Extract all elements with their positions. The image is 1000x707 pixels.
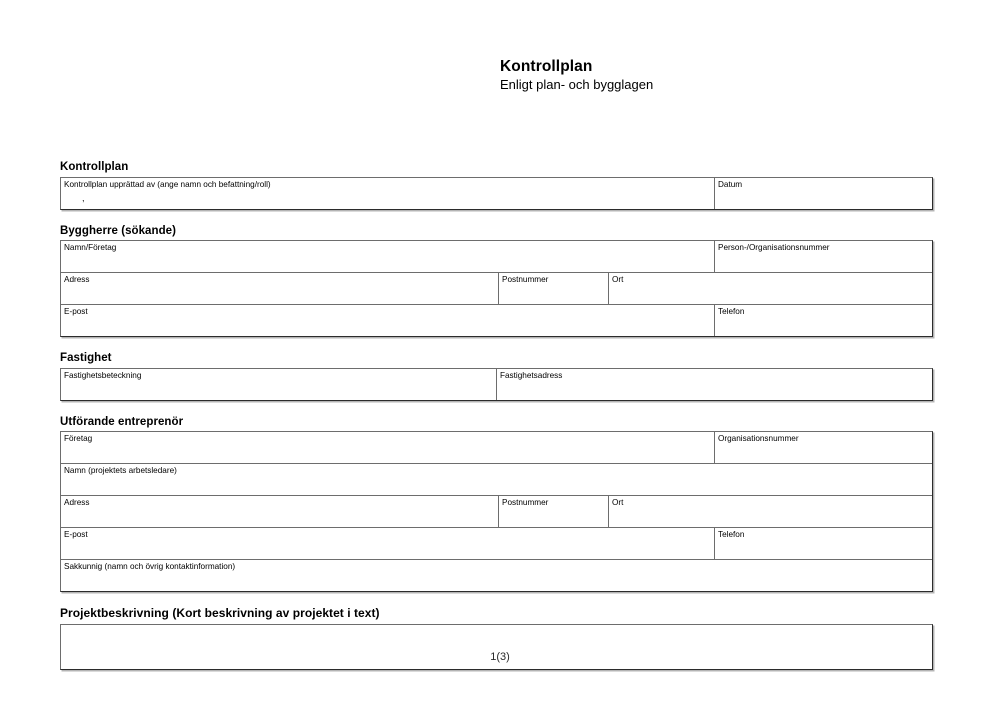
section-byggherre: [60, 224, 933, 338]
document-title: Kontrollplan: [500, 58, 593, 75]
field-entreprenor-postnummer[interactable]: [498, 496, 608, 527]
field-value: [718, 540, 932, 554]
field-entreprenor-epost[interactable]: [61, 528, 714, 559]
field-byggherre-ort[interactable]: [608, 273, 932, 304]
section-heading-projektbeskrivning: Projektbeskrivning (Kort beskrivning av projektet i text): [60, 606, 380, 620]
field-label: Adress: [64, 275, 90, 284]
field-value: [64, 572, 932, 586]
field-value: [718, 444, 932, 458]
section-heading-kontrollplan: Kontrollplan: [60, 161, 129, 173]
table-fastighet: [60, 368, 933, 401]
table-row: [61, 304, 932, 336]
table-row: [61, 432, 932, 463]
field-label: Adress: [64, 498, 90, 507]
table-row: [61, 495, 932, 527]
field-label: Ort: [612, 275, 624, 284]
field-label: Företag: [64, 434, 93, 443]
field-label: Datum: [718, 179, 743, 189]
section-heading-fastighet: Fastighet: [60, 352, 112, 364]
field-value: [718, 253, 932, 267]
field-value: [64, 317, 714, 331]
table-row: [61, 241, 932, 272]
field-value: [64, 444, 714, 458]
section-utforande-entreprenor: [60, 415, 933, 593]
field-value: [500, 381, 932, 395]
field-label: Organisationsnummer: [718, 434, 799, 443]
field-entreprenor-ort[interactable]: [608, 496, 932, 527]
field-value: [64, 508, 498, 522]
field-label: Fastighetsadress: [500, 370, 563, 380]
field-value: [612, 285, 932, 299]
field-value: [718, 317, 932, 331]
field-label: Sakkunnig (namn och övrig kontaktinformation): [64, 562, 236, 571]
field-byggherre-postnummer[interactable]: [498, 273, 608, 304]
section-fastighet: [60, 351, 933, 401]
field-byggherre-namn-foretag[interactable]: [61, 241, 714, 272]
field-fastighetsadress[interactable]: [496, 369, 932, 400]
field-value: [64, 540, 714, 554]
table-row: [61, 527, 932, 559]
section-heading-utforande-entreprenor: Utförande entreprenör: [60, 415, 184, 428]
field-label: Kontrollplan upprättad av (ange namn och befattning/roll): [64, 179, 271, 189]
table-row: [61, 369, 932, 400]
field-kontrollplan-upprattad-av[interactable]: [61, 178, 714, 209]
field-datum[interactable]: [714, 178, 932, 209]
page-indicator: 1(3): [490, 651, 510, 663]
field-label: Telefon: [718, 530, 745, 539]
table-row: [61, 559, 932, 591]
field-byggherre-adress[interactable]: [61, 273, 498, 304]
field-label: Postnummer: [502, 275, 549, 284]
field-entreprenor-adress[interactable]: [61, 496, 498, 527]
document-title-block: [500, 58, 653, 93]
field-entreprenor-telefon[interactable]: [714, 528, 932, 559]
table-kontrollplan: [60, 177, 933, 210]
field-label: Postnummer: [502, 498, 549, 507]
field-label: E-post: [64, 530, 88, 539]
field-label: Telefon: [718, 307, 745, 316]
field-value: [718, 190, 932, 204]
field-entreprenor-organisationsnummer[interactable]: [714, 432, 932, 463]
field-value: [64, 285, 498, 299]
document-subtitle: Enligt plan- och bygglagen: [500, 77, 654, 92]
field-label: Namn (projektets arbetsledare): [64, 466, 177, 475]
field-value: ,: [82, 192, 85, 203]
field-byggherre-epost[interactable]: [61, 305, 714, 336]
field-entreprenor-sakkunnig[interactable]: [61, 560, 932, 591]
table-row: [61, 272, 932, 304]
field-label: Person-/Organisationsnummer: [718, 243, 830, 252]
table-row: [61, 463, 932, 495]
table-row: [61, 178, 932, 209]
field-entreprenor-arbetsledare[interactable]: [61, 464, 932, 495]
table-byggherre: [60, 240, 933, 337]
field-value: [502, 285, 608, 299]
field-value: [64, 476, 932, 490]
table-utforande-entreprenor: [60, 431, 933, 592]
section-kontrollplan: [60, 160, 933, 210]
field-fastighetsbeteckning[interactable]: [61, 369, 496, 400]
field-label: E-post: [64, 307, 88, 316]
field-byggherre-personnummer[interactable]: [714, 241, 932, 272]
form-body: [60, 160, 933, 670]
field-label: Ort: [612, 498, 624, 507]
field-value: [64, 253, 714, 267]
field-value: [64, 381, 496, 395]
field-label: Fastighetsbeteckning: [64, 370, 142, 380]
field-entreprenor-foretag[interactable]: [61, 432, 714, 463]
section-heading-byggherre: Byggherre (sökande): [60, 224, 176, 237]
field-value: [502, 508, 608, 522]
field-byggherre-telefon[interactable]: [714, 305, 932, 336]
field-label: Namn/Företag: [64, 243, 117, 252]
field-value: [612, 508, 932, 522]
